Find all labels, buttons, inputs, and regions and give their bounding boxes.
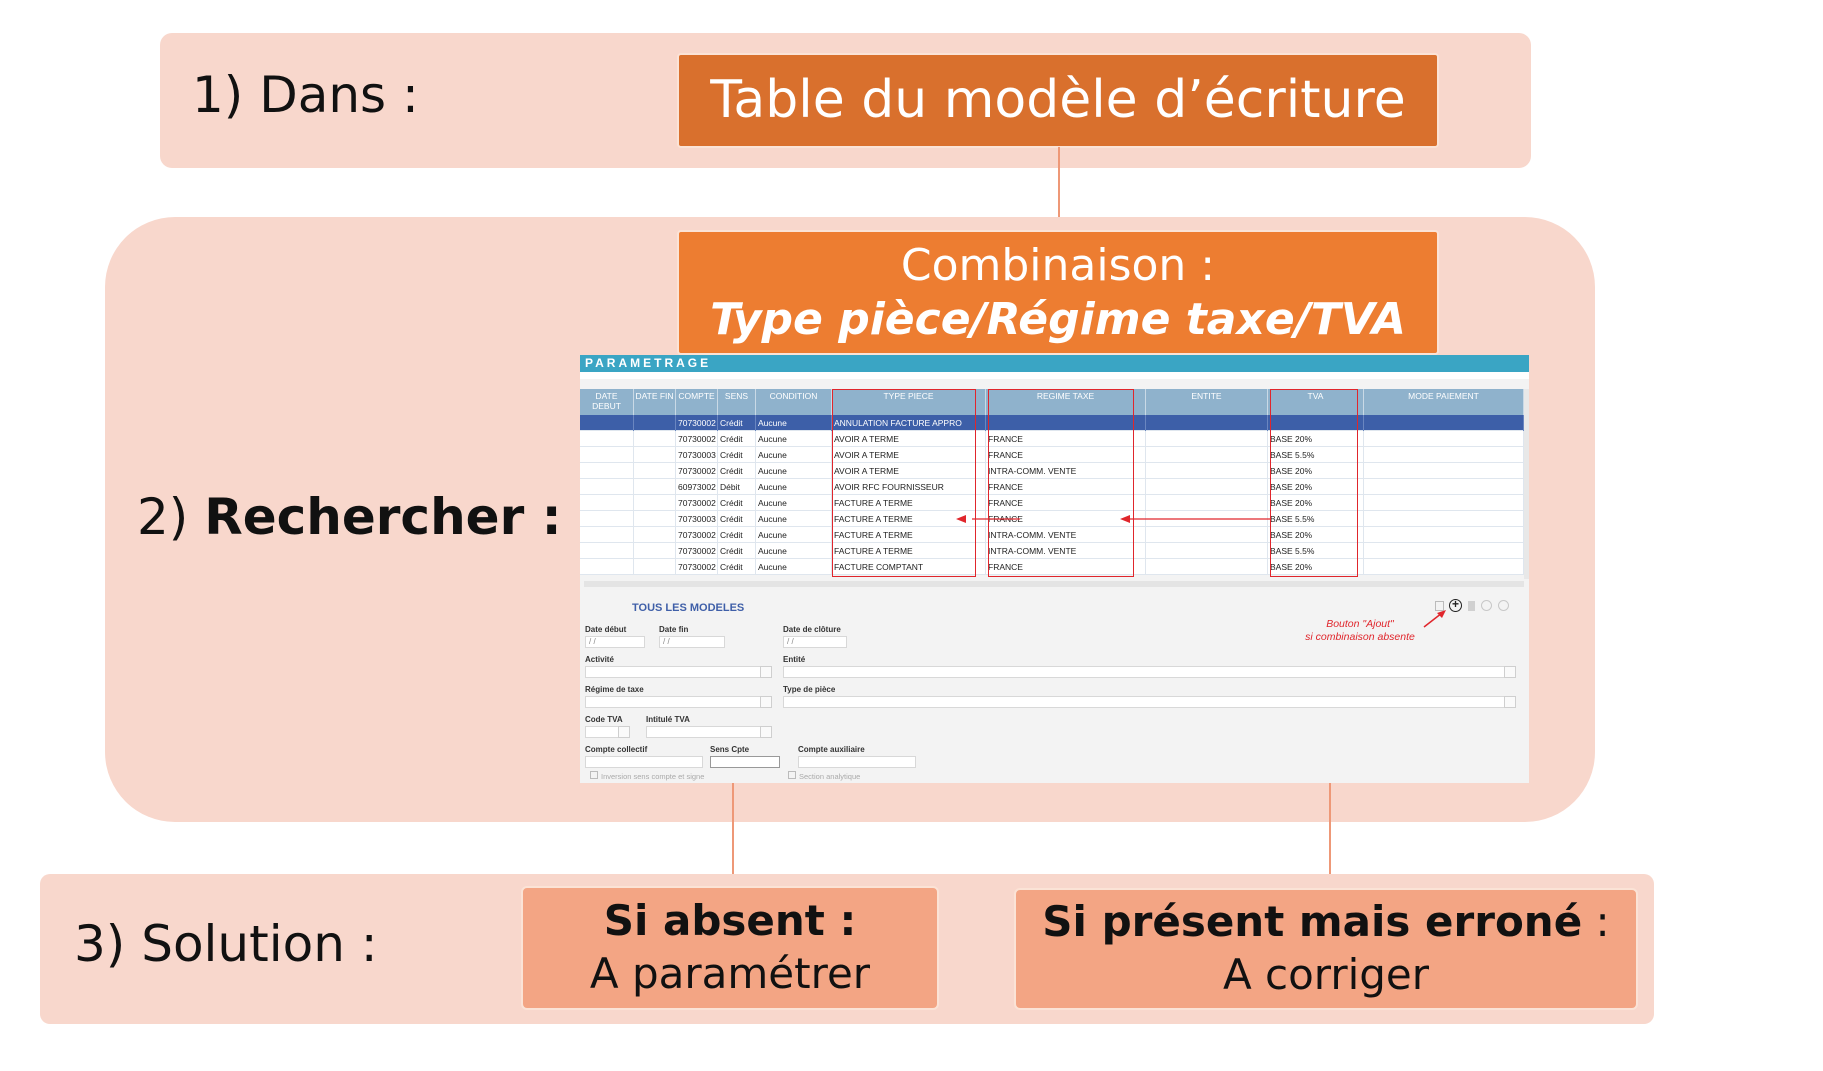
date-cloture-input[interactable]: / / xyxy=(783,636,847,648)
cell-sens: Crédit xyxy=(718,415,756,431)
activite-lookup-button[interactable] xyxy=(760,666,772,678)
cell-regime-taxe: INTRA-COMM. VENTE xyxy=(986,463,1146,479)
step2-bold: Rechercher : xyxy=(204,488,562,546)
label-date-fin: Date fin xyxy=(659,625,689,634)
cell-tva: BASE 5.5% xyxy=(1268,511,1364,527)
col-date-debut[interactable]: DATE DEBUT xyxy=(580,389,634,415)
cell-compte: 70730002 xyxy=(676,415,718,431)
parametrage-screenshot xyxy=(580,355,1529,783)
label-compte-auxiliaire: Compte auxiliaire xyxy=(798,745,865,754)
compte-collectif-input[interactable] xyxy=(585,756,703,768)
header-spacer xyxy=(580,372,1529,379)
col-regime-taxe[interactable]: REGIME TAXE xyxy=(986,389,1146,415)
section-analytique-checkbox[interactable] xyxy=(788,771,860,781)
cell-condition: Aucune xyxy=(756,463,832,479)
absent-box xyxy=(521,886,939,1010)
col-sens[interactable]: SENS xyxy=(718,389,756,415)
cell-type-piece: FACTURE A TERME xyxy=(832,543,986,559)
cell-type-piece: FACTURE A TERME xyxy=(832,511,986,527)
cell-sens: Crédit xyxy=(718,559,756,575)
col-type-piece[interactable]: TYPE PIECE xyxy=(832,389,986,415)
sens-cpte-select[interactable] xyxy=(710,756,780,768)
label-entite: Entité xyxy=(783,655,806,664)
type-piece-input[interactable] xyxy=(783,696,1516,708)
cell-compte: 60973002 xyxy=(676,479,718,495)
cell-sens: Débit xyxy=(718,479,756,495)
label-regime-taxe: Régime de taxe xyxy=(585,685,644,694)
cell-type-piece: ANNULATION FACTURE APPRO xyxy=(832,415,986,431)
col-tva[interactable]: TVA xyxy=(1268,389,1364,415)
cell-sens: Crédit xyxy=(718,511,756,527)
cell-condition: Aucune xyxy=(756,559,832,575)
cell-tva: BASE 20% xyxy=(1268,479,1364,495)
date-debut-input[interactable]: / / xyxy=(585,636,645,648)
cell-compte: 70730002 xyxy=(676,543,718,559)
combination-line2: Type pièce/Régime taxe/TVA xyxy=(710,294,1406,345)
col-compte[interactable]: COMPTE xyxy=(676,389,718,415)
checkbox-square xyxy=(788,771,796,779)
entite-lookup-button[interactable] xyxy=(1504,666,1516,678)
step2-label xyxy=(137,488,562,546)
add-button-annotation xyxy=(1280,618,1440,644)
present-colon: : xyxy=(1582,897,1610,946)
label-date-cloture: Date de clôture xyxy=(783,625,841,634)
col-mode-paiement[interactable]: MODE PAIEMENT xyxy=(1364,389,1524,415)
section-analytique-label: Section analytique xyxy=(799,772,861,781)
label-intitule-tva: Intitulé TVA xyxy=(646,715,690,724)
cell-compte: 70730002 xyxy=(676,463,718,479)
cell-regime-taxe: FRANCE xyxy=(986,511,1146,527)
annotation-line1: Bouton "Ajout" xyxy=(1326,618,1394,630)
cell-condition: Aucune xyxy=(756,543,832,559)
cell-condition: Aucune xyxy=(756,495,832,511)
cell-type-piece: AVOIR RFC FOURNISSEUR xyxy=(832,479,986,495)
cell-sens: Crédit xyxy=(718,527,756,543)
cell-regime-taxe: INTRA-COMM. VENTE xyxy=(986,543,1146,559)
code-tva-lookup-button[interactable] xyxy=(618,726,630,738)
cell-sens: Crédit xyxy=(718,495,756,511)
cell-compte: 70730002 xyxy=(676,527,718,543)
annotation-line2: si combinaison absente xyxy=(1305,631,1415,643)
cell-tva: BASE 20% xyxy=(1268,527,1364,543)
col-entite[interactable]: ENTITE xyxy=(1146,389,1268,415)
cell-regime-taxe: FRANCE xyxy=(986,447,1146,463)
add-icon[interactable]: + xyxy=(1449,599,1462,612)
cell-condition: Aucune xyxy=(756,511,832,527)
step2-prefix: 2) xyxy=(137,488,205,546)
cell-regime-taxe: FRANCE xyxy=(986,479,1146,495)
cell-condition: Aucune xyxy=(756,415,832,431)
step3-label: 3) Solution : xyxy=(74,915,378,973)
date-fin-input[interactable]: / / xyxy=(659,636,725,648)
compte-auxiliaire-input[interactable] xyxy=(798,756,916,768)
intitule-tva-input[interactable] xyxy=(646,726,771,738)
type-piece-lookup-button[interactable] xyxy=(1504,696,1516,708)
label-compte-collectif: Compte collectif xyxy=(585,745,648,754)
absent-title: Si absent : xyxy=(603,896,857,945)
cell-type-piece: AVOIR A TERME xyxy=(832,463,986,479)
vertical-scrollbar[interactable] xyxy=(1524,389,1529,579)
delete-icon[interactable] xyxy=(1468,601,1475,611)
label-date-debut: Date début xyxy=(585,625,627,634)
cell-compte: 70730002 xyxy=(676,431,718,447)
regime-taxe-input[interactable] xyxy=(585,696,771,708)
cell-type-piece: AVOIR A TERME xyxy=(832,447,986,463)
cell-type-piece: AVOIR A TERME xyxy=(832,431,986,447)
regime-taxe-lookup-button[interactable] xyxy=(760,696,772,708)
cell-regime-taxe: FRANCE xyxy=(986,431,1146,447)
cell-tva: BASE 20% xyxy=(1268,463,1364,479)
cell-tva: BASE 20% xyxy=(1268,431,1364,447)
cell-type-piece: FACTURE A TERME xyxy=(832,495,986,511)
present-title: Si présent mais erroné xyxy=(1042,897,1583,946)
cell-condition: Aucune xyxy=(756,527,832,543)
cell-compte: 70730003 xyxy=(676,447,718,463)
cell-condition: Aucune xyxy=(756,447,832,463)
cell-tva: BASE 20% xyxy=(1268,495,1364,511)
col-condition[interactable]: CONDITION xyxy=(756,389,832,415)
label-activite: Activité xyxy=(585,655,614,664)
cell-tva: BASE 20% xyxy=(1268,559,1364,575)
section-title: TOUS LES MODELES xyxy=(632,602,745,614)
col-date-fin[interactable]: DATE FIN xyxy=(634,389,676,415)
validate-icon[interactable] xyxy=(1498,600,1509,611)
cancel-icon[interactable] xyxy=(1481,600,1492,611)
annotation-arrow xyxy=(1420,605,1460,635)
cell-type-piece: FACTURE A TERME xyxy=(832,527,986,543)
step1-label: 1) Dans : xyxy=(192,66,419,124)
combination-line1: Combinaison : xyxy=(900,240,1216,291)
cell-tva: BASE 5.5% xyxy=(1268,447,1364,463)
combination-box xyxy=(677,230,1439,355)
parametrage-header: PARAMETRAGE xyxy=(580,355,1529,372)
cell-compte: 70730002 xyxy=(676,559,718,575)
cell-sens: Crédit xyxy=(718,463,756,479)
cell-sens: Crédit xyxy=(718,431,756,447)
entite-input[interactable] xyxy=(783,666,1516,678)
cell-compte: 70730002 xyxy=(676,495,718,511)
present-title-row xyxy=(1016,895,1636,949)
cell-type-piece: FACTURE COMPTANT xyxy=(832,559,986,575)
cell-regime-taxe: INTRA-COMM. VENTE xyxy=(986,527,1146,543)
activite-input[interactable] xyxy=(585,666,771,678)
intitule-tva-lookup-button[interactable] xyxy=(760,726,772,738)
table-model-text: Table du modèle d’écriture xyxy=(710,70,1406,130)
cell-regime-taxe: FRANCE xyxy=(986,495,1146,511)
cell-tva: BASE 5.5% xyxy=(1268,543,1364,559)
cell-condition: Aucune xyxy=(756,431,832,447)
cell-sens: Crédit xyxy=(718,447,756,463)
red-arrows xyxy=(580,389,1524,579)
present-box xyxy=(1014,888,1638,1010)
cell-compte: 70730003 xyxy=(676,511,718,527)
cell-condition: Aucune xyxy=(756,479,832,495)
absent-text: A paramétrer xyxy=(589,949,871,998)
table-model-box xyxy=(677,53,1439,148)
cell-sens: Crédit xyxy=(718,543,756,559)
inversion-label: Inversion sens compte et signe xyxy=(601,772,705,781)
label-sens-cpte: Sens Cpte xyxy=(710,745,750,754)
present-text: A corriger xyxy=(1222,950,1430,999)
label-code-tva: Code TVA xyxy=(585,715,623,724)
horizontal-scrollbar[interactable] xyxy=(584,581,1524,587)
cell-regime-taxe: FRANCE xyxy=(986,559,1146,575)
inversion-checkbox[interactable] xyxy=(590,771,704,781)
checkbox-square xyxy=(590,771,598,779)
label-type-piece: Type de pièce xyxy=(783,685,836,694)
